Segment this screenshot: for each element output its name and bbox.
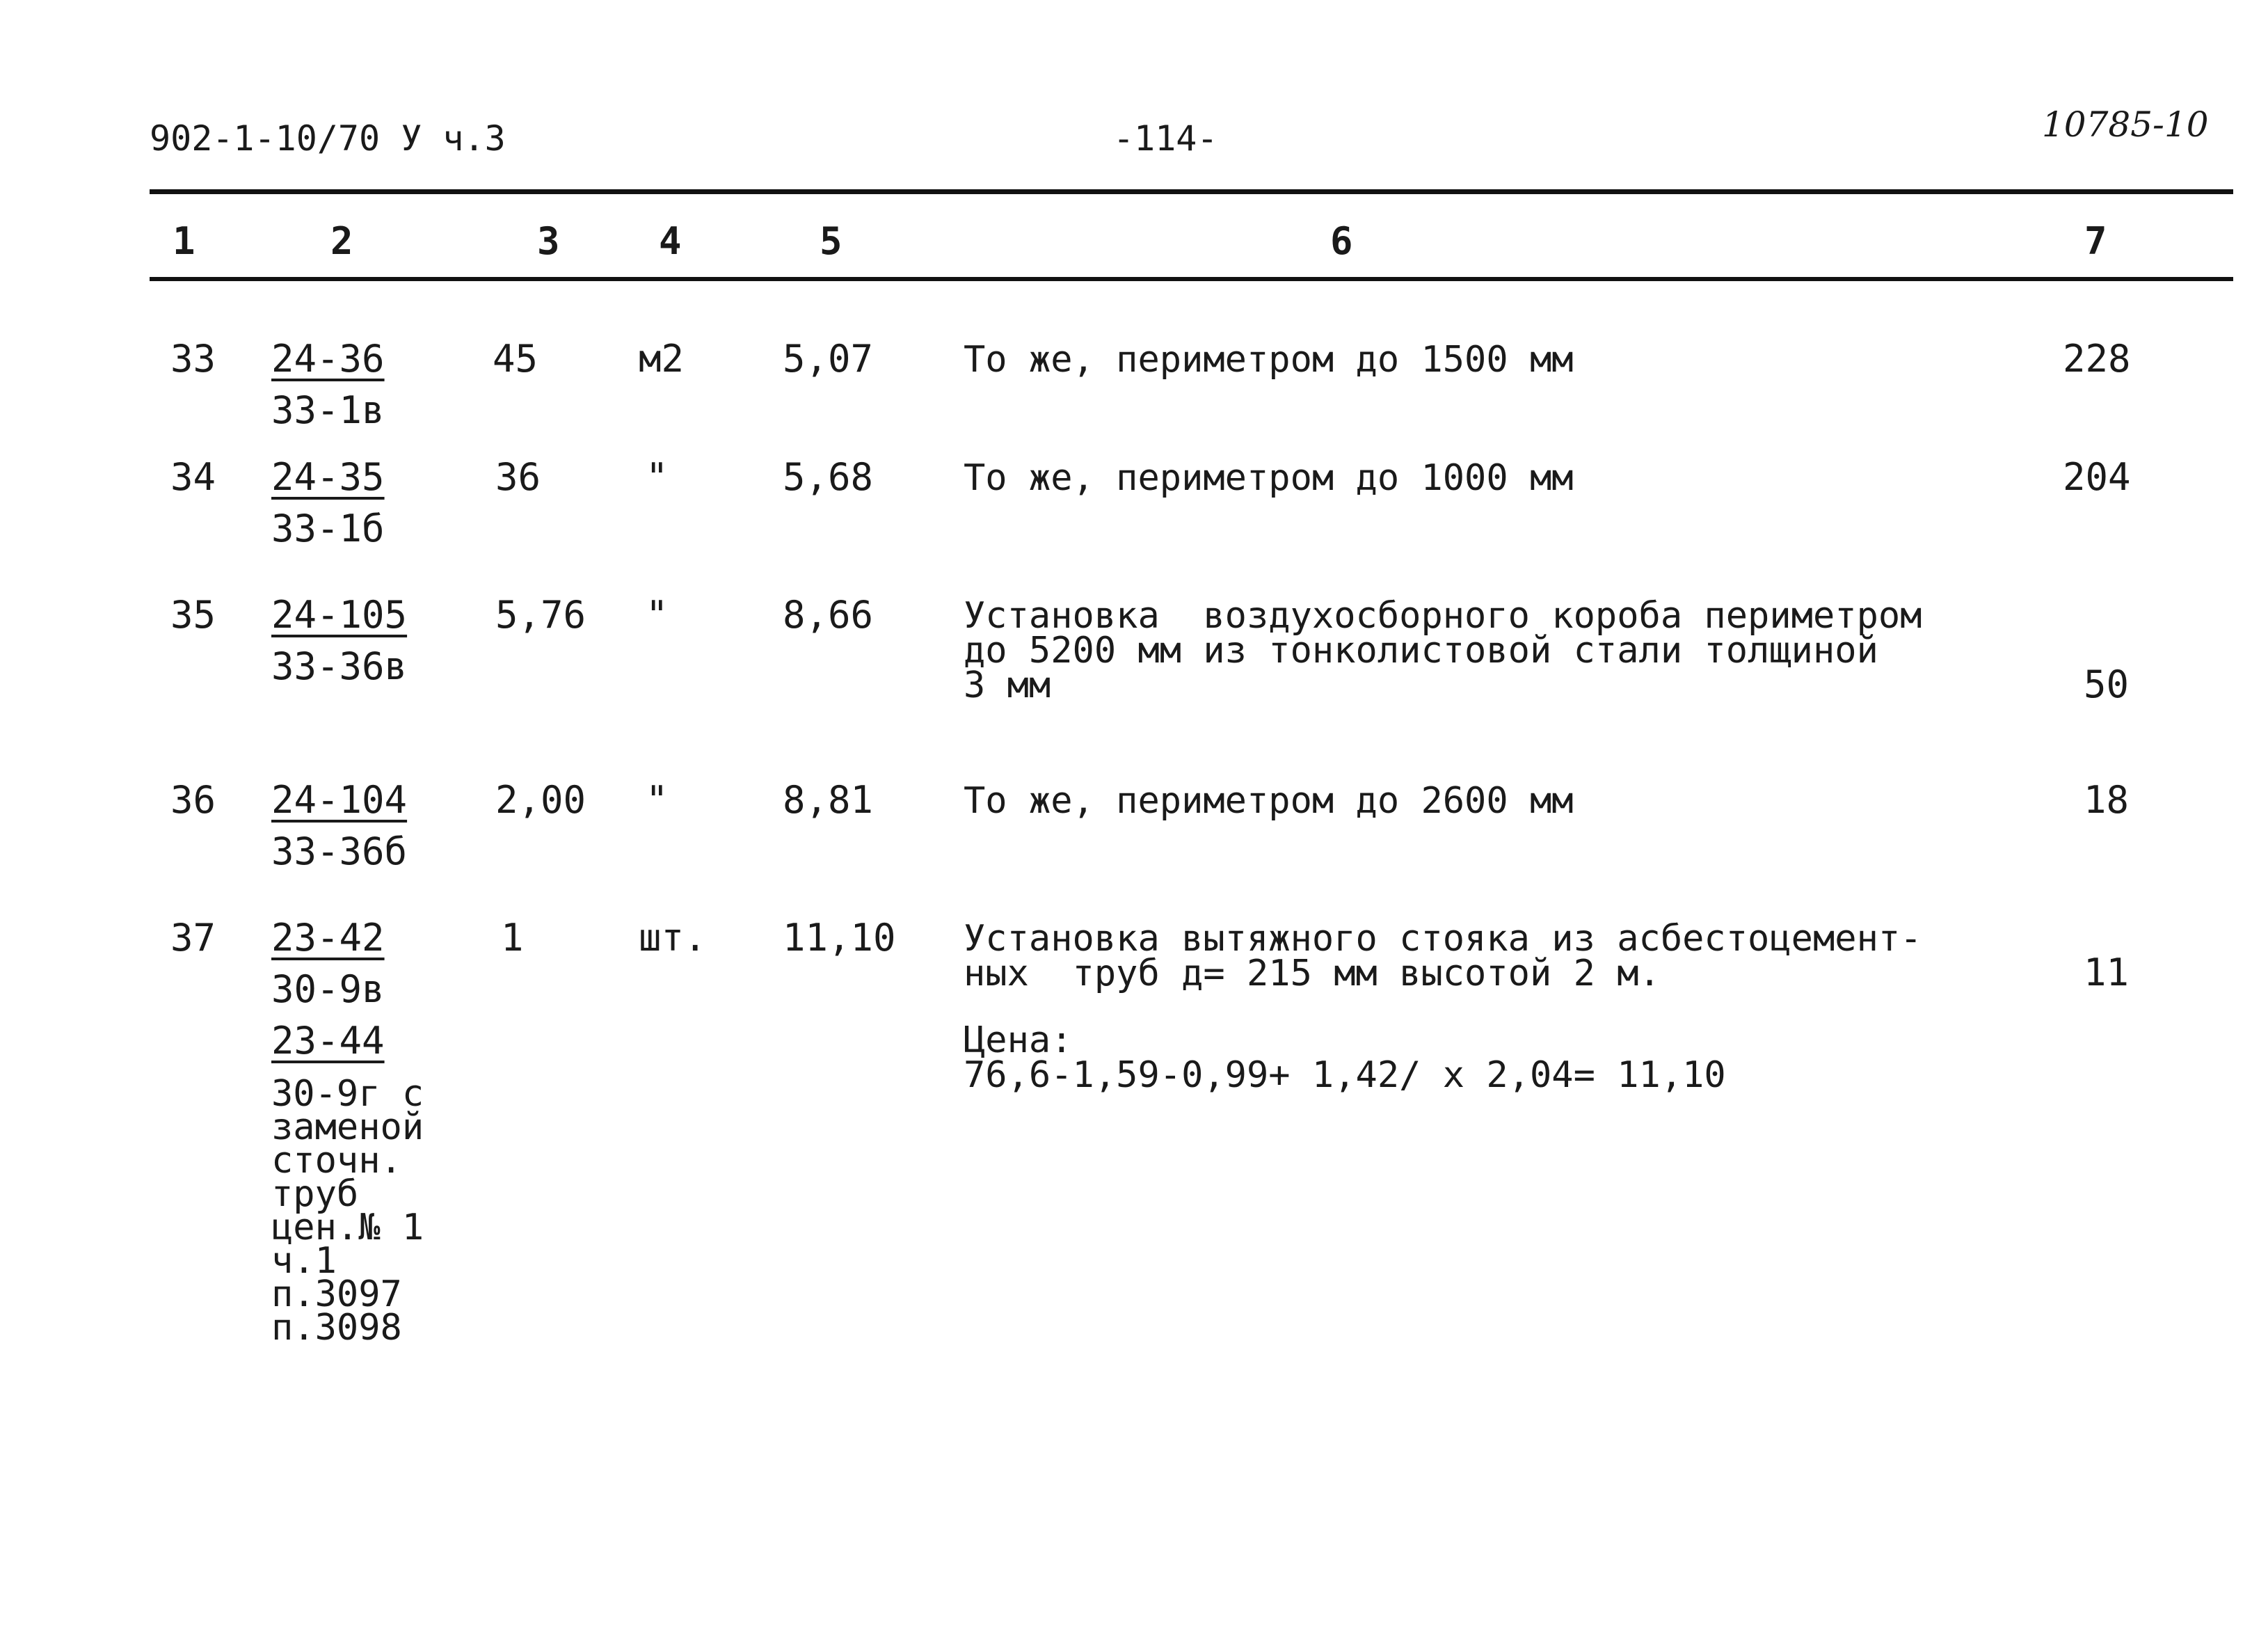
unit-price: 8,66: [783, 593, 874, 637]
top-rule: [150, 189, 2233, 194]
note-line: заменой: [271, 1106, 424, 1148]
unit-price: 5,68: [783, 455, 874, 499]
total: 18: [2084, 778, 2130, 822]
rate-code: 24-36: [271, 337, 385, 381]
description: То же, периметром до 1500 мм: [964, 339, 1574, 381]
note-line: п.3097: [271, 1273, 402, 1315]
unit: ": [646, 778, 669, 822]
price-calculation: 76,6-1,59-0,99+ 1,42/ х 2,04= 11,10: [964, 1054, 1726, 1096]
description: Установка воздухосборного короба периметром до 5200 мм из тонколистовой стали толщиной 3 мм: [964, 595, 1922, 706]
rate-code-ref: 33-36б: [271, 829, 408, 873]
unit-price: 11,10: [783, 916, 896, 960]
note-line: труб: [271, 1173, 359, 1215]
row-number: 34: [170, 455, 216, 499]
archive-stamp: 10785-10: [2042, 104, 2209, 145]
column-header-1: 1: [173, 219, 195, 263]
rate-code: 24-105: [271, 593, 408, 637]
rate-code-ref: 33-1в: [271, 388, 385, 432]
column-header-4: 4: [659, 219, 682, 263]
unit: шт.: [639, 916, 707, 960]
rate-code: 23-42: [271, 916, 385, 960]
quantity: 45: [493, 337, 538, 381]
price-label: Цена:: [964, 1019, 1073, 1061]
row-number: 33: [170, 337, 216, 381]
rate-code: 24-35: [271, 455, 385, 499]
unit: ": [646, 455, 669, 499]
description: Установка вытяжного стояка из асбестоцемент- ных труб д= 215 мм высотой 2 м.: [964, 918, 1922, 994]
quantity: 2,00: [495, 778, 586, 822]
rate-code-ref: 30-9в: [271, 967, 385, 1011]
total: 228: [2063, 337, 2131, 381]
unit-price: 8,81: [783, 778, 874, 822]
row-number: 35: [170, 593, 216, 637]
quantity: 5,76: [495, 593, 586, 637]
rate-notes: [271, 1073, 424, 1349]
unit-price: 5,07: [783, 337, 874, 381]
quantity: 1: [501, 916, 524, 960]
column-header-6: 6: [1330, 219, 1353, 263]
page-number: -114-: [1113, 118, 1218, 159]
rate-code-ref: 33-36в: [271, 644, 408, 688]
note-line: ч.1: [271, 1240, 337, 1282]
note-line: п.3098: [271, 1307, 402, 1349]
row-number: 37: [170, 916, 216, 960]
column-header-7: 7: [2084, 219, 2107, 263]
row-number: 36: [170, 778, 216, 822]
note-line: 30-9г с: [271, 1073, 424, 1115]
note-line: цен.№ 1: [271, 1207, 424, 1248]
unit: м2: [639, 337, 685, 381]
document-code: 902-1-10/70 У ч.3: [150, 118, 506, 159]
unit: ": [646, 593, 669, 637]
description: То же, периметром до 2600 мм: [964, 780, 1574, 822]
rate-code-second: 23-44: [271, 1019, 385, 1063]
total: 50: [2084, 662, 2130, 706]
note-line: сточн.: [271, 1140, 402, 1182]
rate-code: 24-104: [271, 778, 408, 822]
quantity: 36: [495, 455, 541, 499]
header-rule: [150, 277, 2233, 281]
column-header-5: 5: [820, 219, 842, 263]
column-header-2: 2: [330, 219, 353, 263]
column-header-3: 3: [537, 219, 560, 263]
total: 204: [2063, 455, 2131, 499]
description: То же, периметром до 1000 мм: [964, 457, 1574, 499]
total: 11: [2084, 951, 2130, 994]
rate-code-ref: 33-1б: [271, 507, 385, 550]
